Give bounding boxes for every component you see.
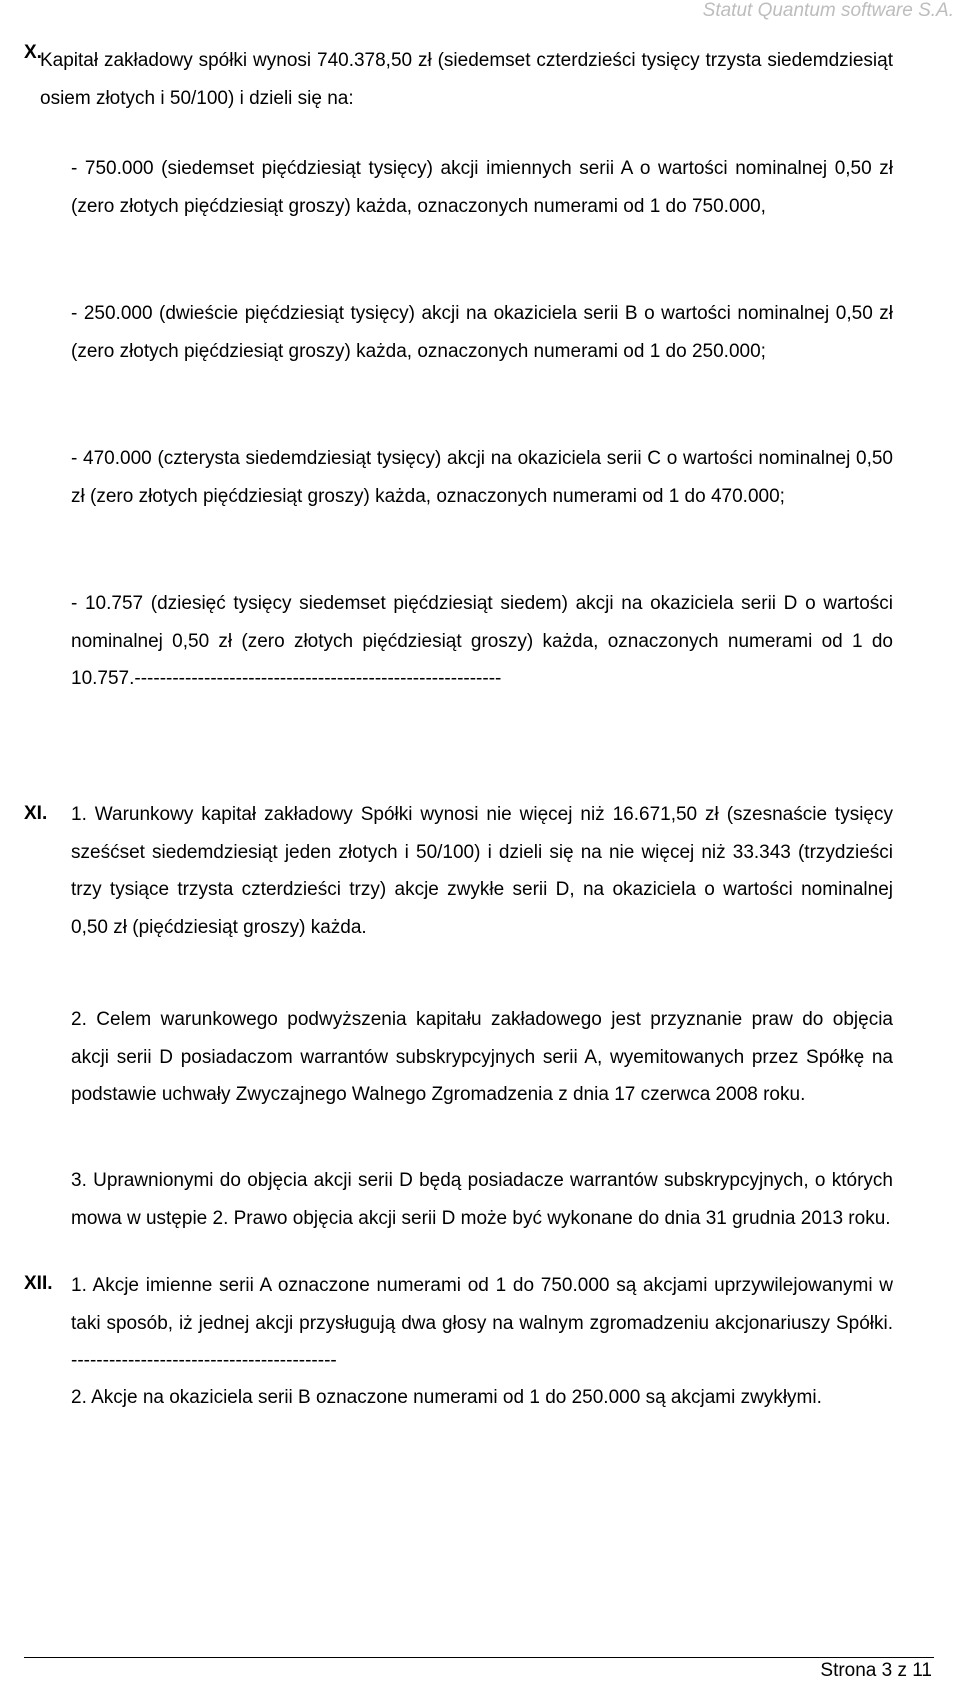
section-xi-paragraph-2: 2. Celem warunkowego podwyższenia kapitału zakładowego jest przyznanie praw do objęcia akcji serii D posiadaczom warrantów subskrypcyjnych serii A, wyemitowanych przez Spółkę na podstawie uchwały Zwyczajnego Walnego Zgromadzenia z dnia 17 czerwca 2008 roku.	[71, 1009, 893, 1105]
section-x-item-b: - 250.000 (dwieście pięćdziesiąt tysięcy) akcji na okaziciela serii B o wartości nominalnej 0,50 zł (zero złotych pięćdziesiąt groszy) każda, oznaczonych numerami od 1 do 250.000;	[71, 303, 893, 362]
section-xi-paragraph-1: 1. Warunkowy kapitał zakładowy Spółki wynosi nie więcej niż 16.671,50 zł (szesnaście tysięcy sześćset siedemdziesiąt jeden złotych i 50/100) i dzieli się na nie więcej niż 33.343 (trzydzieści trzy tysiące trzysta czterdzieści trzy) akcje zwykłe serii D, na okaziciela o wartości nominalnej 0,50 zł (pięćdziesiąt groszy) każda.	[71, 804, 893, 938]
section-x-item-a: - 750.000 (siedemset pięćdziesiąt tysięcy) akcji imiennych serii A o wartości nominalnej 0,50 zł (zero złotych pięćdziesiąt groszy) każda, oznaczonych numerami od 1 do 750.000,	[71, 158, 893, 217]
section-xi-paragraph-3: 3. Uprawnionymi do objęcia akcji serii D będą posiadacze warrantów subskrypcyjnych, o których mowa w ustępie 2. Prawo objęcia akcji serii D może być wykonane do dnia 31 grudnia 2013 roku.	[71, 1170, 893, 1229]
document-header: Statut Quantum software S.A.	[702, 0, 954, 21]
section-x-marker: X.	[24, 42, 42, 63]
section-x-item-c: - 470.000 (czterysta siedemdziesiąt tysięcy) akcji na okaziciela serii C o wartości nominalnej 0,50 zł (zero złotych pięćdziesiąt groszy) każda, oznaczonych numerami od 1 do 470.000;	[71, 448, 893, 507]
footer-divider	[24, 1657, 934, 1658]
section-xii-paragraph-1: 1. Akcje imienne serii A oznaczone numerami od 1 do 750.000 są akcjami uprzywilejowanymi w taki sposób, iż jednej akcji przysługują dwa głosy na walnym zgromadzeniu akcjonariuszy Spółki. ------------------------------------------	[71, 1275, 893, 1371]
page-number: Strona 3 z 11	[820, 1660, 932, 1681]
section-x-item-d: - 10.757 (dziesięć tysięcy siedemset pięćdziesiąt siedem) akcji na okaziciela serii D o wartości nominalnej 0,50 zł (zero złotych pięćdziesiąt groszy) każda, oznaczonych numerami od 1 do 10.757.----------------------------------------------------------	[71, 593, 893, 689]
section-xii-marker: XII.	[24, 1273, 53, 1294]
section-xi-marker: XI.	[24, 803, 48, 824]
section-xii-paragraph-2: 2. Akcje na okaziciela serii B oznaczone numerami od 1 do 250.000 są akcjami zwykłymi.	[71, 1387, 822, 1408]
section-x-intro: Kapitał zakładowy spółki wynosi 740.378,50 zł (siedemset czterdzieści tysięcy trzysta siedemdziesiąt osiem złotych i 50/100) i dzieli się na:	[40, 50, 893, 109]
